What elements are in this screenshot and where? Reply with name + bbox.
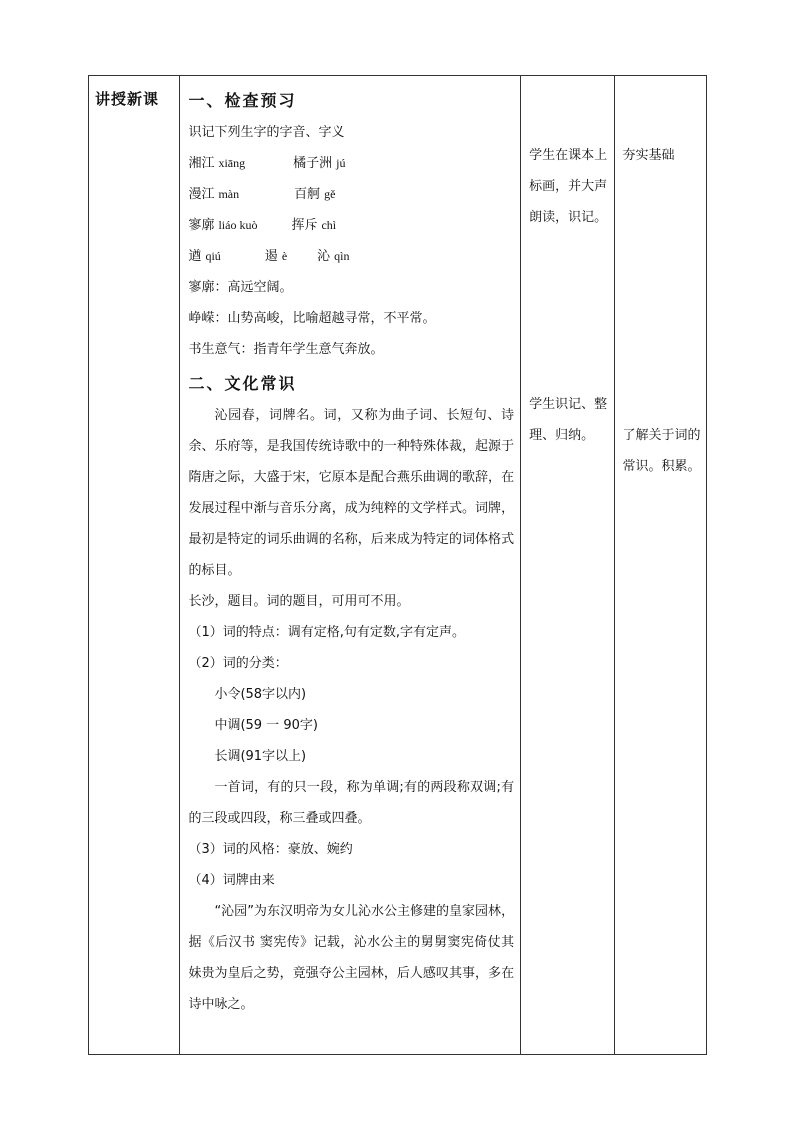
intent-2: 了解关于词的常识。积累。 — [622, 428, 701, 474]
point-4: （4）词牌由来 — [188, 873, 275, 888]
type-item: 小令(58字以内) — [214, 687, 307, 702]
type-item: 长调(91字以上) — [214, 749, 307, 764]
instruction: 识记下列生字的字音、字义 — [188, 125, 345, 140]
student-activity-cell — [521, 76, 614, 1055]
intent-1: 夯实基础 — [622, 148, 675, 163]
origin-paragraph: “沁园”为东汉明帝为女儿沁水公主修建的皇家园林，据《后汉书 窦宪传》记载，沁水公主的舅舅窦宪倚仗其妹贵为皇后之势，竟强夺公主园林，后人感叹其事，多在诗中咏之。 — [188, 904, 515, 1012]
definition: 书生意气：指青年学生意气奔放。 — [188, 342, 384, 357]
point-1: （1）词的特点：调有定格,句有定数,字有定声。 — [188, 625, 465, 640]
intro-paragraph: 沁园春，词牌名。词，又称为曲子词、长短句、诗余、乐府等，是我国传统诗歌中的一种特殊体裁，起源于隋唐之际，大盛于宋，它原本是配合燕乐曲调的歌辞，在发展过程中渐与音乐分离，成为纯粹的文学样式。词牌，最初是特定的词乐曲调的名称，后来成为特定的词体格式的标目。 — [188, 408, 515, 578]
content-cell — [180, 76, 521, 1055]
lesson-plan-table — [88, 75, 707, 1055]
char-row: 漫江 màn 百舸 gě — [188, 187, 336, 202]
definition: 峥嵘：山势高峻，比喻超越寻常，不平常。 — [188, 311, 436, 326]
stage-cell — [89, 76, 180, 1055]
activity-2: 学生识记、整理、归纳。 — [529, 397, 608, 443]
point-2: （2）词的分类： — [188, 656, 288, 671]
section2-heading: 二、文化常识 — [188, 374, 297, 393]
char-row: 湘江 xiāng 橘子洲 jú — [188, 156, 346, 171]
char-row: 遒 qiú 遏 è 沁 qìn — [188, 249, 350, 264]
char-row: 寥廓 liáo kuò 挥斥 chì — [188, 218, 337, 233]
definition: 寥廓：高远空阔。 — [188, 280, 293, 295]
title-note: 长沙，题目。词的题目，可用可不用。 — [188, 594, 410, 609]
point-3: （3）词的风格：豪放、婉约 — [188, 842, 353, 857]
activity-1: 学生在课本上标画，并大声朗读，识记。 — [529, 148, 608, 225]
design-intent-cell — [614, 76, 706, 1055]
section1-heading: 一、检查预习 — [188, 91, 297, 110]
type-item: 中调(59 一 90字) — [214, 718, 318, 733]
stage-label: 讲授新课 — [95, 90, 160, 108]
duan-paragraph: 一首词，有的只一段，称为单调;有的两段称双调;有的三段或四段，称三叠或四叠。 — [188, 780, 515, 826]
